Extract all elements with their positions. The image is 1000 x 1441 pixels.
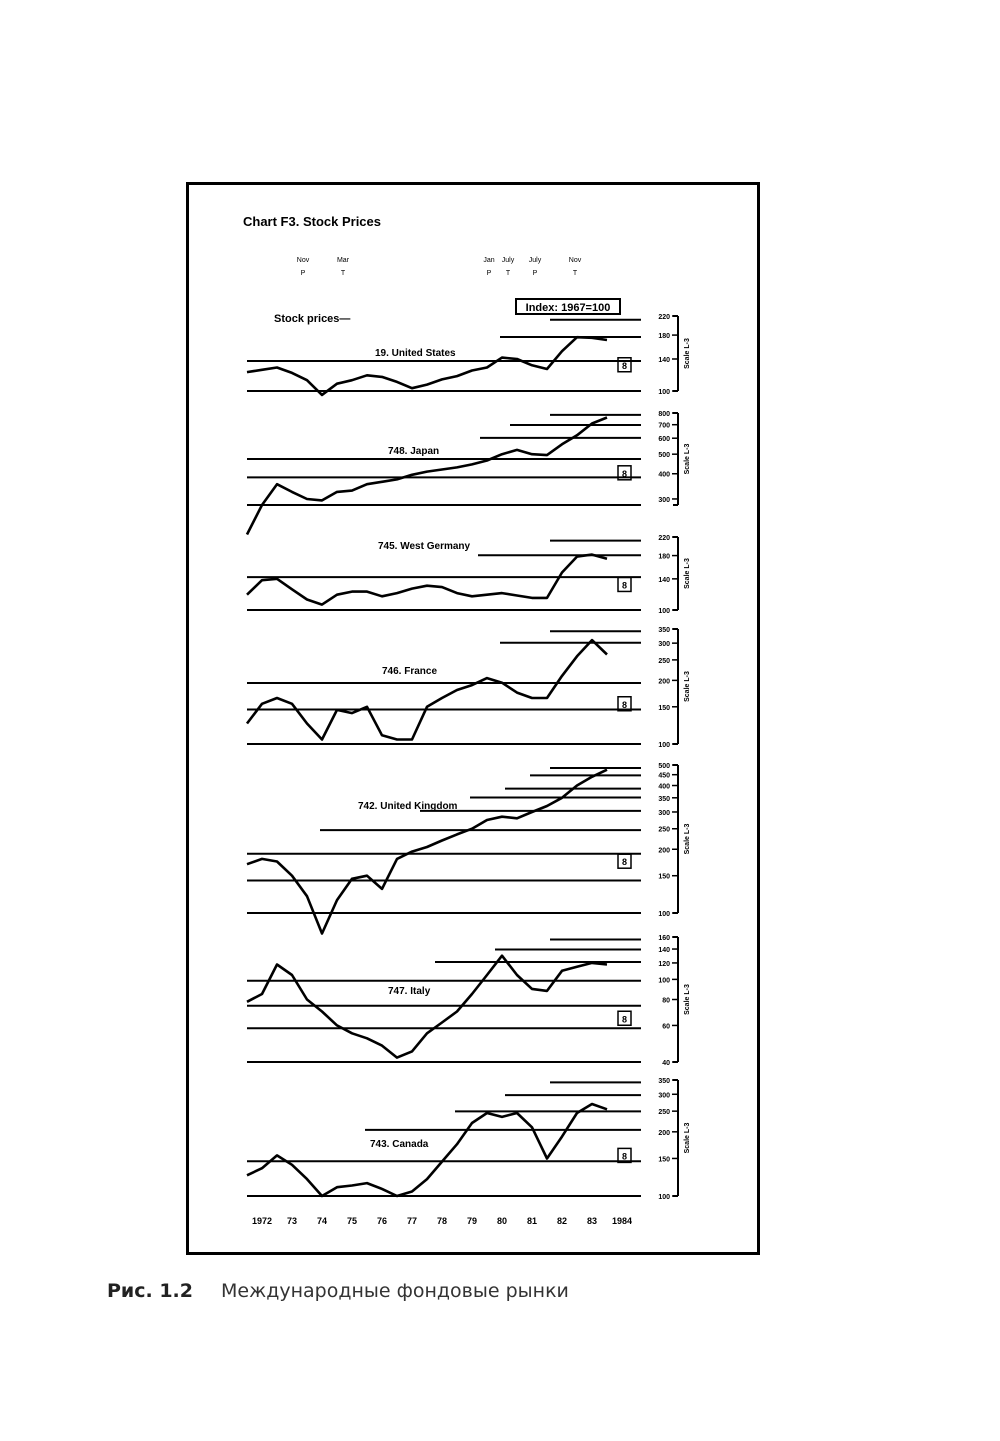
tick-label: 500 xyxy=(658,452,670,460)
tick-label: 400 xyxy=(658,471,670,479)
tick-label: 140 xyxy=(658,947,670,955)
turning-point-type: P xyxy=(486,270,492,277)
tick-label: 700 xyxy=(658,422,670,430)
turning-point-type: P xyxy=(300,270,306,277)
series-panel xyxy=(247,535,691,615)
tick-label: 100 xyxy=(658,1194,670,1201)
tick-label: 250 xyxy=(658,1109,670,1117)
tick-label: 200 xyxy=(658,1129,670,1137)
scale-label: Scale L-3 xyxy=(684,671,691,702)
tick-label: 350 xyxy=(658,1078,670,1085)
series-line xyxy=(247,418,607,535)
series-label: 747. Italy xyxy=(388,986,431,997)
turning-point-month: Mar xyxy=(336,257,350,264)
tick-label: 100 xyxy=(658,911,670,918)
x-tick-label: 77 xyxy=(406,1216,418,1226)
box-marker-label: 8 xyxy=(621,360,628,371)
scale-label: Scale L-3 xyxy=(684,558,691,589)
turning-point-type: P xyxy=(532,270,538,277)
box-marker-label: 8 xyxy=(621,699,628,710)
scale-label: Scale L-3 xyxy=(684,443,691,475)
tick-label: 800 xyxy=(658,411,670,418)
turning-point-month: July xyxy=(501,257,515,264)
turning-point-type: T xyxy=(505,270,511,277)
tick-label: 220 xyxy=(658,535,670,542)
tick-label: 100 xyxy=(658,389,670,396)
series-label: 748. Japan xyxy=(388,446,440,457)
tick-label: 300 xyxy=(658,809,670,817)
series-panel xyxy=(247,935,691,1067)
tick-label: 150 xyxy=(658,704,670,712)
x-tick-label: 74 xyxy=(316,1216,328,1226)
x-tick-label: 75 xyxy=(346,1216,358,1226)
box-marker-label: 8 xyxy=(621,580,628,591)
tick-label: 150 xyxy=(658,1156,670,1164)
series-label: 19. United States xyxy=(375,348,456,359)
figure-caption xyxy=(107,1280,569,1302)
tick-label: 220 xyxy=(658,314,670,321)
x-tick-label: 81 xyxy=(526,1216,538,1226)
tick-label: 500 xyxy=(658,763,670,770)
x-tick-label: 1984 xyxy=(611,1216,633,1226)
tick-label: 150 xyxy=(658,873,670,881)
tick-label: 200 xyxy=(658,847,670,855)
index-note: Index: 1967=100 xyxy=(525,302,611,314)
tick-label: 100 xyxy=(658,742,670,749)
turning-point-month: Nov xyxy=(296,257,310,264)
tick-label: 250 xyxy=(658,657,670,665)
tick-label: 300 xyxy=(658,496,670,504)
tick-label: 40 xyxy=(662,1060,670,1067)
tick-label: 400 xyxy=(658,783,670,791)
series-line xyxy=(247,640,607,739)
series-panel xyxy=(247,1078,691,1201)
caption-number: Рис. 1.2 xyxy=(107,1280,193,1302)
scale-label: Scale L-3 xyxy=(684,1122,691,1154)
x-tick-label: 83 xyxy=(586,1216,598,1226)
tick-label: 350 xyxy=(658,627,670,634)
tick-label: 180 xyxy=(658,333,670,341)
tick-label: 180 xyxy=(658,553,670,561)
tick-label: 200 xyxy=(658,678,670,686)
tick-label: 60 xyxy=(662,1023,670,1031)
tick-label: 300 xyxy=(658,1092,670,1100)
tick-label: 450 xyxy=(658,772,670,780)
x-tick-label: 73 xyxy=(286,1216,298,1226)
series-label: 743. Canada xyxy=(370,1139,429,1150)
tick-label: 100 xyxy=(658,977,670,985)
tick-label: 250 xyxy=(658,826,670,834)
scale-label: Scale L-3 xyxy=(684,338,691,369)
series-line xyxy=(247,1104,607,1196)
series-line xyxy=(247,770,607,934)
series-panel xyxy=(247,763,691,934)
tick-label: 600 xyxy=(658,436,670,444)
group-label: Stock prices— xyxy=(274,313,351,325)
tick-label: 350 xyxy=(658,795,670,803)
x-tick-label: 76 xyxy=(376,1216,388,1226)
x-tick-label: 82 xyxy=(556,1216,568,1226)
series-label: 746. France xyxy=(382,666,438,677)
turning-point-month: July xyxy=(528,257,542,264)
x-tick-label: 78 xyxy=(436,1216,448,1226)
x-tick-label: 79 xyxy=(466,1216,478,1226)
tick-label: 140 xyxy=(658,576,670,584)
tick-label: 120 xyxy=(658,960,670,968)
tick-label: 300 xyxy=(658,641,670,649)
turning-point-month: Nov xyxy=(568,257,582,264)
x-tick-label: 80 xyxy=(496,1216,508,1226)
tick-label: 160 xyxy=(658,935,670,942)
box-marker-label: 8 xyxy=(621,1014,628,1025)
caption-text: Международные фондовые рынки xyxy=(221,1280,569,1302)
series-line xyxy=(247,555,607,605)
box-marker-label: 8 xyxy=(621,1151,628,1162)
box-marker-label: 8 xyxy=(621,857,628,868)
chart-title: Chart F3. Stock Prices xyxy=(243,214,381,229)
tick-label: 140 xyxy=(658,356,670,364)
scale-label: Scale L-3 xyxy=(684,984,691,1015)
turning-point-type: T xyxy=(340,270,346,277)
box-marker-label: 8 xyxy=(621,468,628,479)
series-panel xyxy=(247,411,691,535)
series-panel xyxy=(247,627,691,749)
scale-label: Scale L-3 xyxy=(684,823,691,855)
tick-label: 80 xyxy=(662,997,670,1005)
tick-label: 100 xyxy=(658,608,670,615)
series-line xyxy=(247,337,607,395)
series-label: 742. United Kingdom xyxy=(358,801,458,812)
turning-point-type: T xyxy=(572,270,578,277)
x-tick-label: 1972 xyxy=(251,1216,273,1226)
series-panel xyxy=(247,314,691,396)
turning-point-month: Jan xyxy=(483,257,495,264)
series-label: 745. West Germany xyxy=(378,541,471,552)
